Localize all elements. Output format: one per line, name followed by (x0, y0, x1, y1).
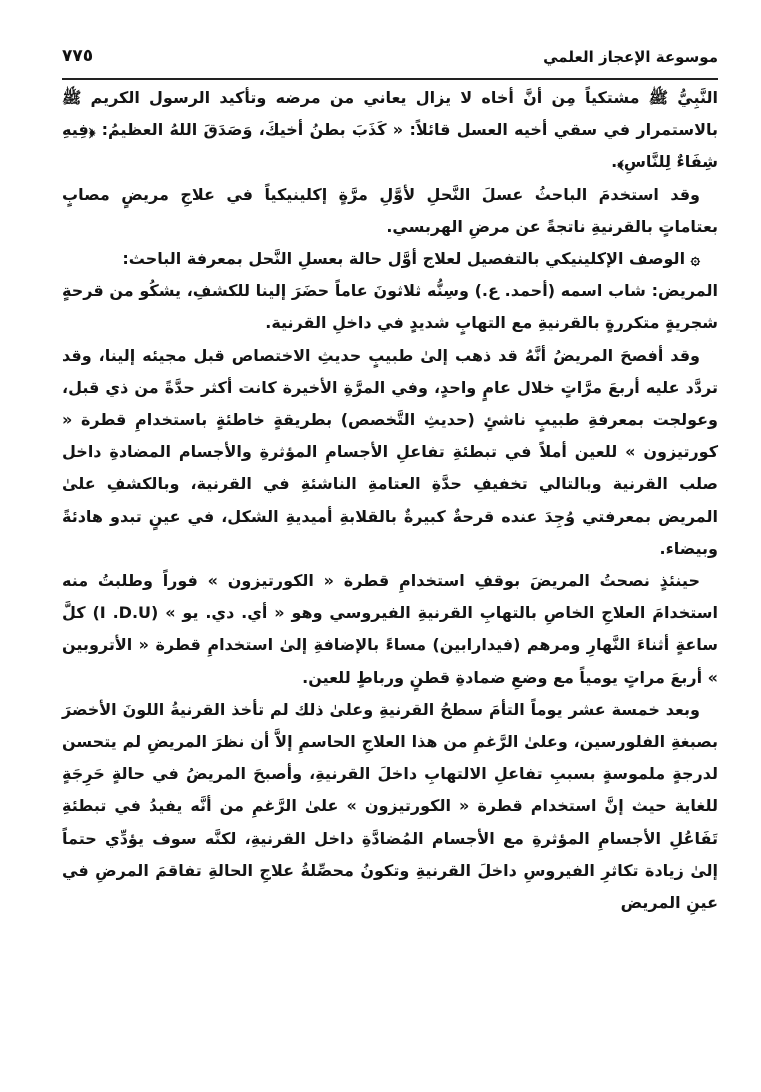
paragraph: ۞ الوصف الإكلينيكي بالتفصيل لعلاج أوَّل حالة بعسلِ النَّحل بمعرفة الباحث: (122, 249, 700, 269)
paragraph: وقد استخدمَ الباحثُ عسلَ النَّحلِ لأوَّلِ مرَّةٍ إكلينيكياً في علاجِ مريضٍ مصابٍ بعتاماتٍ بالقرنيةِ ناتجةً عن مرضِ الهربسي. (62, 184, 718, 236)
header-divider (62, 78, 718, 80)
paragraph: وبعد خمسة عشر يوماً التأمَ سطحُ القرنيةِ وعلىٰ ذلك لم تأخذ القرنيةُ اللونَ الأخضرَ بصبغةِ الفلورسين، وعلىٰ الرَّغمِ من هذا العلاجِ الحاسمِ إلاَّ أن نظرَ المريضِ لم يتحسن لدرجةٍ ملموسةٍ بسببِ تفاعلِ الالتهابِ داخلَ القرنيةِ، وأصبحَ المريضُ في حالةٍ حَرِجَةٍ للغاية حيث إنَّ استخدام قطرة « الكورتيزون » علىٰ الرَّغمِ من أنَّه يفيدُ في تبطئةِ تَفَاعُلِ الأجسامِ المؤثرةِ مع الأجسام المُضادَّةِ داخل القرنيةِ، لكنَّه سوف يؤدِّي حتماً إلىٰ زيادة تكاثرِ الفيروسِ داخلَ القرنيةِ وتكونُ محصِّلةُ علاجِ الحالةِ تفاقمَ المرضِ في عينِ المريض (62, 699, 718, 913)
page-header (62, 44, 718, 76)
paragraph: وقد أفصحَ المريضُ أنَّهُ قد ذهب إلىٰ طبيبٍ حديثِ الاختصاص قبل مجيئه إلينا، وقد تردَّد عليه أربعَ مرَّاتٍ خلال عامٍ واحدٍ، وفي المرَّةِ الأخيرة كانت أكثر حدَّةً من ذي قبل، وعولجت بمعرفةِ طبيبٍ ناشئٍ (حديثِ التَّخصص) بطريقةٍ خاطئةٍ باستخدامِ قطرة « كورتيزون » للعين أملاً في تبطئةِ تفاعلِ الأجسامِ المؤثرةِ والأجسام المضادةِ داخل صلب القرنية وبالتالي تخفيفِ حدَّةِ العتامةِ الناشئةِ في القرنية، وبالكشفِ علىٰ المريض بمعرفتي وُجِدَ عنده قرحةٌ كبيرةٌ بالقلابةِ أميديةِ الشكل، في عينٍ تبدو هادئةً وبيضاء. (62, 345, 718, 558)
paragraph: المريض: شاب اسمه (أحمد. ع.) وسِنُّه ثلاثونَ عاماً حضَرَ إلينا للكشفِ، يشكُو من قرحةٍ شجريةٍ متكررةٍ بالقرنيةِ مع التهابٍ شديدٍ في داخلِ القرنية. (62, 281, 718, 333)
page-number: ٧٧٥ (62, 46, 94, 66)
paragraph: حينئذٍ نصحتُ المريضَ بوقفِ استخدامِ قطرة « الكورتيزون » فوراً وطلبتُ منه استخدامَ العلاجِ الخاصِ بالتهابِ القرنيةِ الفيروسي وهو « أي. دي. يو » (I .D.U) كلَّ ساعةٍ أثناءَ النَّهارِ ومرهم (فيدارابين) مساءً بالإضافةِ إلىٰ استخدامِ قطرة « الأتروبين » أربعَ مراتٍ يومياً مع وضعِ ضمادةِ قطنٍ ورباطٍ للعين. (62, 571, 719, 687)
book-title: موسوعة الإعجاز العلمي (543, 48, 718, 66)
body-text (62, 82, 718, 919)
paragraph: النَّبِيُّ ﷺ مشتكياً مِن أنَّ أخاه لا يزال يعاني من مرضه وتأكيد الرسول الكريم ﷺ بالاستمرار في سقي أخيه العسل قائلاً: « كَذَبَ بطنُ أخيكَ، وَصَدَقَ اللهُ العظيمُ: ﴿فِيهِ شِفَاءٌ لِلنَّاسِ﴾. (62, 88, 718, 172)
